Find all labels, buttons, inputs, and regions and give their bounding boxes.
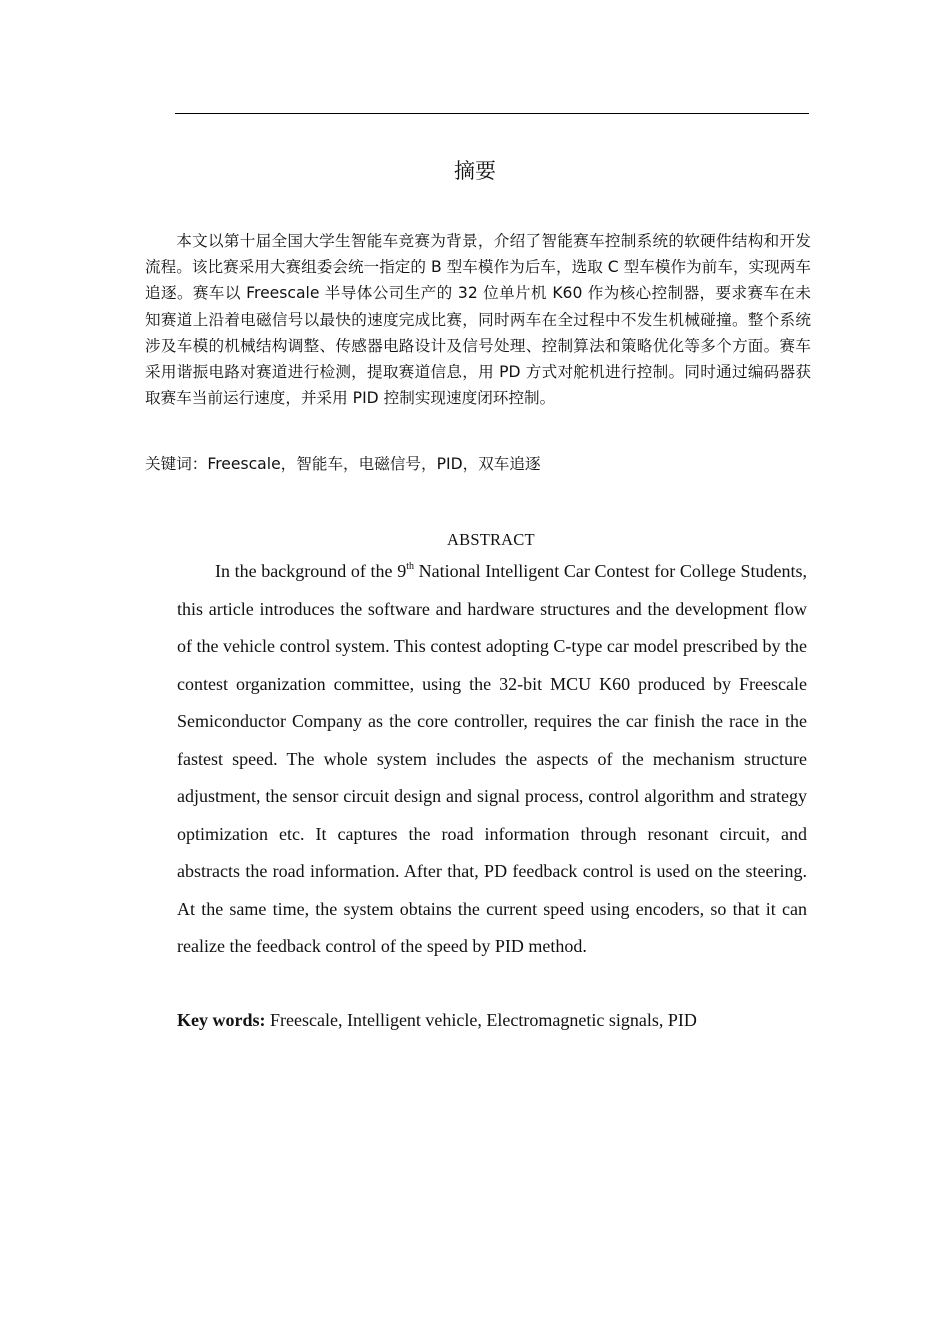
english-keywords-list: Freescale, Intelligent vehicle, Electromagnetic signals, PID <box>265 1010 697 1030</box>
chinese-keywords <box>145 451 811 477</box>
chinese-keywords-label: 关键词： <box>145 455 208 473</box>
english-keywords <box>177 1006 807 1034</box>
header-rule <box>175 113 809 114</box>
chinese-abstract-title: 摘要 <box>454 159 496 183</box>
chinese-abstract-paragraph: 本文以第十届全国大学生智能车竞赛为背景，介绍了智能赛车控制系统的软硬件结构和开发流程。该比赛采用大赛组委会统一指定的 B 型车模作为后车，选取 C 型车模作为前车，实现两车追逐。赛车以 Freescale 半导体公司生产的 32 位单片机 K60 作为核心控制器，要求赛车在未知赛道上沿着电磁信号以最快的速度完成比赛，同时两车在全过程中不发生机械碰撞。整个系统涉及车模的机械结构调整、传感器电路设计及信号处理、控制算法和策略优化等多个方面。赛车采用谐振电路对赛道进行检测，提取赛道信息，用 PD 方式对舵机进行控制。同时通过编码器获取赛车当前运行速度，并采用 PID 控制实现速度闭环控制。 <box>145 232 811 408</box>
english-abstract-title: ABSTRACT <box>447 530 535 549</box>
english-intro-text: In the background of the 9 <box>215 561 407 581</box>
english-keywords-label: Key words: <box>177 1010 266 1030</box>
english-abstract-paragraph <box>177 553 807 966</box>
ordinal-superscript: th <box>406 561 414 572</box>
english-body-text: National Intelligent Car Contest for College Students, this article introduces the software and hardware structures and the development flow of the vehicle control system. This contest adopting C-type car model prescribed by the contest organization committee, using the 32-bit MCU K60 produced by Freescale Semiconductor Company as the core controller, requires the car finish the race in the fastest speed. The whole system includes the aspects of the mechanism structure adjustment, the sensor circuit design and signal process, control algorithm and strategy optimization etc. It captures the road information through resonant circuit, and abstracts the road information. After that, PD feedback control is used on the steering. At the same time, the system obtains the current speed using encoders, so that it can realize the feedback control of the speed by PID method. <box>177 561 807 956</box>
chinese-keywords-list: Freescale，智能车，电磁信号，PID，双车追逐 <box>207 455 541 473</box>
